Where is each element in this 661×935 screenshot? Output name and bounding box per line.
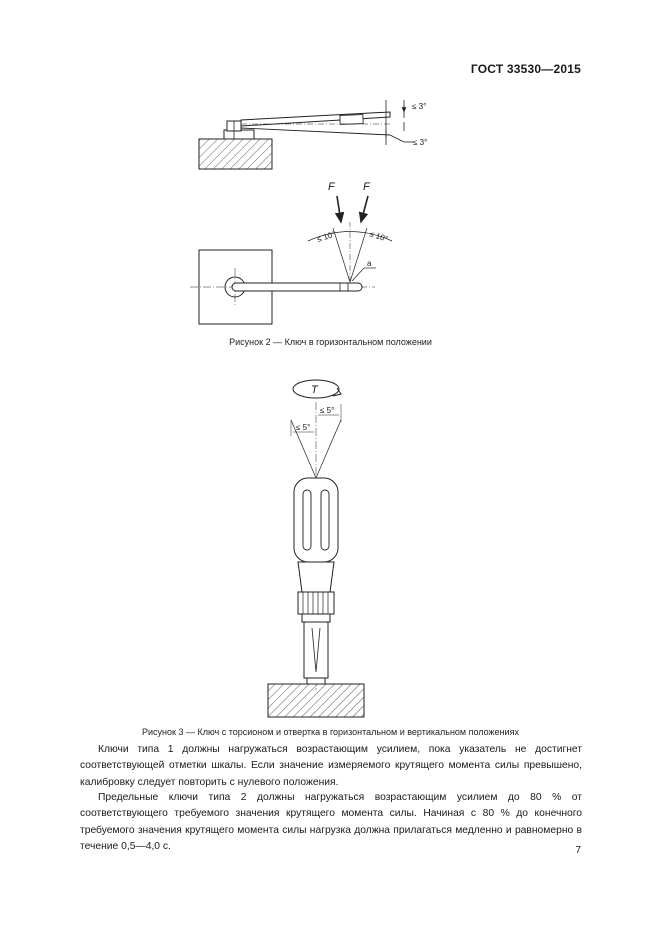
angle-label-right: ≤ 10° [368,229,389,244]
wrench-grip [340,115,363,125]
force-arrow-right [361,196,368,222]
torque-label: T [311,384,318,396]
fixture-block [268,684,364,717]
force-label-right: F [363,181,370,193]
figure3-screwdriver [268,380,364,717]
document-header: ГОСТ 33530—2015 [470,62,581,76]
angle-label-left: ≤ 5° [296,423,311,432]
angle-label-bottom: ≤ 3° [413,138,428,147]
angle-label-left: ≤ 10° [315,229,337,244]
figure3-caption: Рисунок 3 — Ключ с торсионом и отвертка в горизонтальном и вертикальном положениях [142,727,519,737]
screwdriver-handle [294,478,338,562]
angle-label-right: ≤ 5° [320,406,335,415]
fixture-block [199,139,272,169]
force-label-left: F [328,181,335,193]
wrench-handle-top [232,283,362,291]
figure2-side-view [199,100,427,169]
page-number: 7 [575,845,581,856]
figure2-caption: Рисунок 2 — Ключ в горизонтальном положении [229,337,432,347]
body-paragraph-1: Ключи типа 1 должны нагружаться возрастающим усилием, пока указатель не достигнет соответствующей отметки шкалы. Если значение измеряемого крутящего момента силы превышено, калибровку следует повторить с нулевого положения. [80,744,582,788]
screwdriver-neck [298,562,334,592]
figure2-top-view [190,181,392,324]
point-label: a [367,259,372,268]
force-arrow-left [337,196,341,222]
knurled-ring [298,592,334,614]
body-paragraph-2: Предельные ключи типа 2 должны нагружаться возрастающим усилием до 80 % от соответствующего требуемого значения крутящего момента силы. Начиная с 80 % до конечного требуемого значения крутящего момента силы нагрузка должна прилагаться медленно и равномерно в течение 0,5—4,0 с. [80,792,582,853]
angle-label-top: ≤ 3° [412,102,427,111]
